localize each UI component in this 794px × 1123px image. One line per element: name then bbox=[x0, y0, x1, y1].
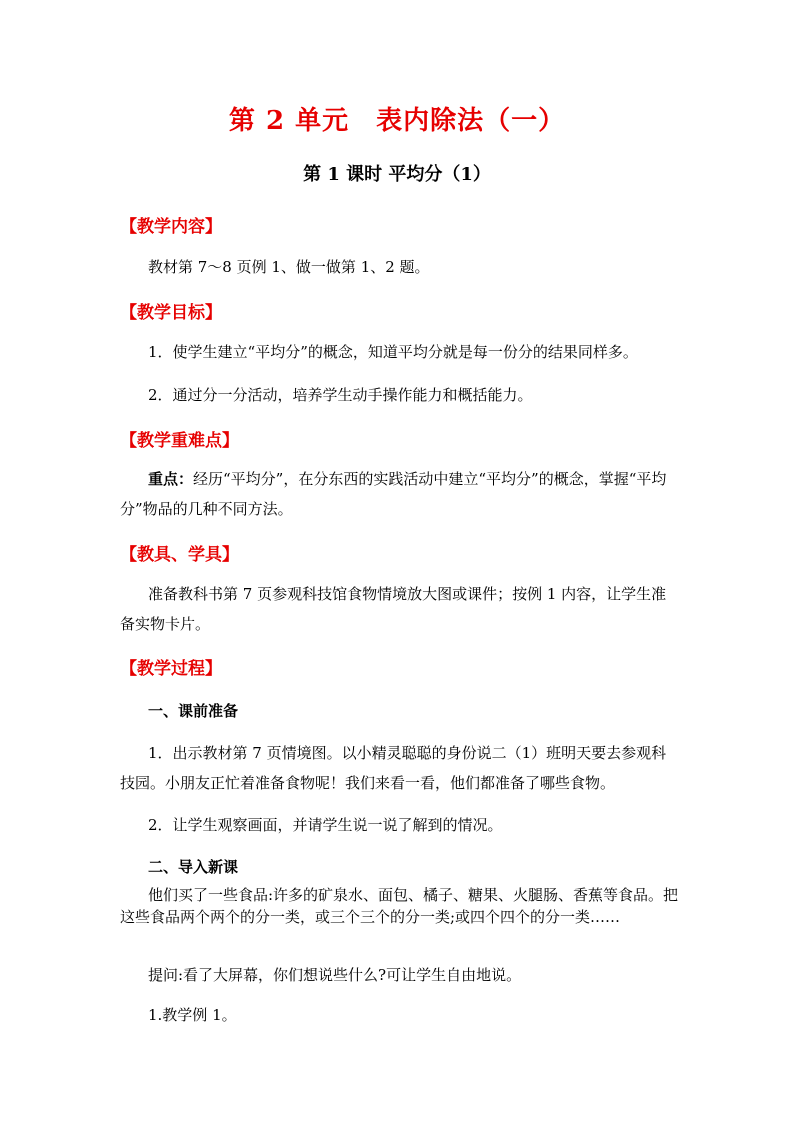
part2-question: 提问:看了大屏幕，你们想说些什么?可让学生自由地说。 bbox=[148, 966, 522, 984]
key-points-text: 经历“平均分”，在分东西的实践活动中建立“平均分”的概念，掌握“平均分”物品的几种不同方法。 bbox=[120, 470, 667, 518]
part1-item-1: 1．出示教材第 7 页情境图。以小精灵聪聪的身份说二（1）班明天要去参观科技园。小朋友正忙着准备食物呢！我们来看一看，他们都准备了哪些食物。 bbox=[120, 744, 667, 792]
tools-text: 准备教科书第 7 页参观科技馆食物情境放大图或课件；按例 1 内容，让学生准备实物卡片。 bbox=[120, 585, 667, 633]
content-text: 教材第 7～8 页例 1、做一做第 1、2 题。 bbox=[148, 258, 430, 276]
heading-tools: 【教具、学具】 bbox=[120, 545, 239, 565]
part2-title: 二、导入新课 bbox=[148, 858, 239, 876]
key-points-paragraph bbox=[120, 464, 680, 524]
part2-text: 他们买了一些食品:许多的矿泉水、面包、橘子、糖果、火腿肠、香蕉等食品。把这些食品两个两个的分一类，或三个三个的分一类;或四个四个的分一类…… bbox=[120, 886, 679, 926]
unit-title: 第 2 单元 表内除法（一） bbox=[228, 106, 566, 136]
part1-title: 一、课前准备 bbox=[148, 702, 239, 720]
part1-item-2: 2．让学生观察画面，并请学生说一说了解到的情况。 bbox=[148, 816, 503, 834]
goal-item-2: 2．通过分一分活动，培养学生动手操作能力和概括能力。 bbox=[148, 386, 533, 404]
heading-process: 【教学过程】 bbox=[120, 659, 222, 679]
goal-item-1: 1．使学生建立“平均分”的概念，知道平均分就是每一份分的结果同样多。 bbox=[148, 343, 638, 361]
key-points-label: 重点： bbox=[148, 470, 194, 488]
heading-content: 【教学内容】 bbox=[120, 217, 222, 237]
heading-key-points: 【教学重难点】 bbox=[120, 431, 239, 451]
lesson-title: 第 1 课时 平均分（1） bbox=[303, 164, 491, 185]
part2-example: 1.教学例 1。 bbox=[148, 1006, 237, 1024]
heading-goals: 【教学目标】 bbox=[120, 303, 222, 323]
